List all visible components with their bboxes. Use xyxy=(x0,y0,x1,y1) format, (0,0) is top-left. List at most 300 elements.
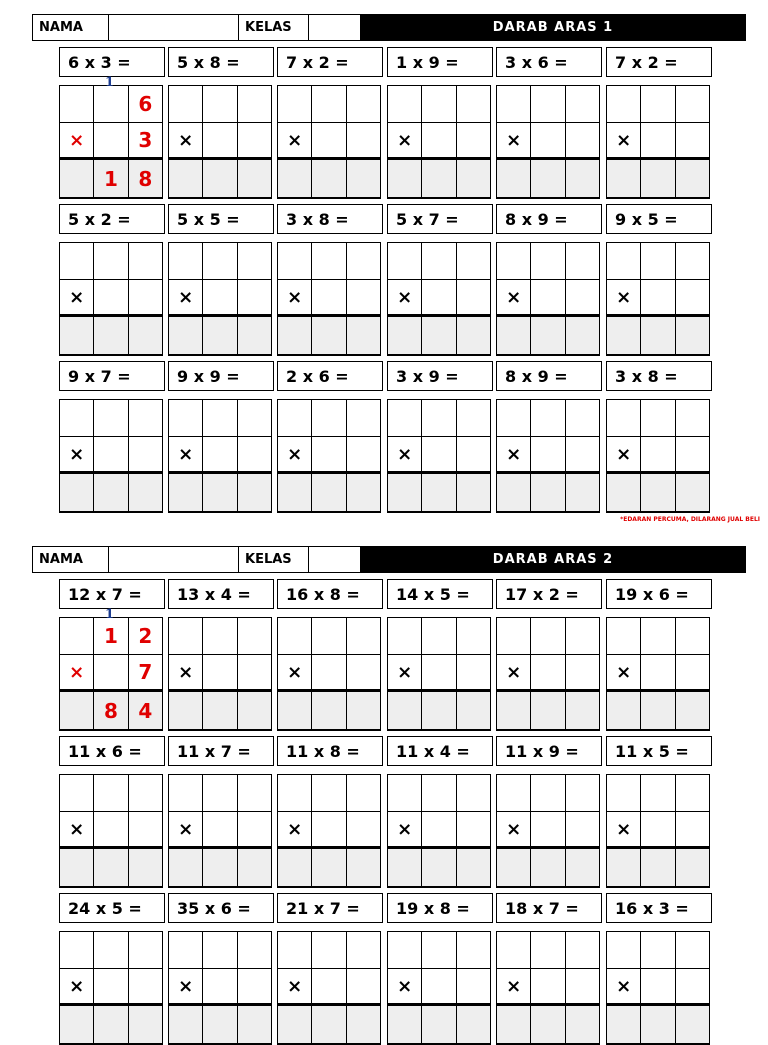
answer-cell[interactable] xyxy=(531,86,565,122)
answer-cell[interactable] xyxy=(607,1006,641,1043)
answer-cell[interactable] xyxy=(347,243,380,279)
answer-cell[interactable] xyxy=(607,692,641,729)
answer-cell[interactable] xyxy=(422,775,456,811)
answer-cell[interactable] xyxy=(60,243,94,279)
answer-cell[interactable] xyxy=(457,437,490,471)
answer-cell[interactable] xyxy=(676,969,709,1003)
answer-cell[interactable] xyxy=(312,1006,346,1043)
answer-cell[interactable] xyxy=(676,243,709,279)
answer-cell[interactable] xyxy=(641,160,675,197)
answer-cell[interactable] xyxy=(203,437,237,471)
answer-cell[interactable] xyxy=(60,86,94,122)
answer-cell[interactable] xyxy=(60,692,94,729)
answer-cell[interactable] xyxy=(278,400,312,436)
answer-cell[interactable] xyxy=(278,1006,312,1043)
answer-cell[interactable] xyxy=(94,86,128,122)
answer-cell[interactable] xyxy=(388,932,422,968)
answer-cell[interactable] xyxy=(566,618,599,654)
answer-cell[interactable] xyxy=(203,618,237,654)
answer-cell[interactable] xyxy=(457,160,490,197)
answer-cell[interactable] xyxy=(238,243,271,279)
answer-cell[interactable] xyxy=(531,849,565,886)
answer-cell[interactable] xyxy=(169,400,203,436)
answer-cell[interactable] xyxy=(676,849,709,886)
answer-cell[interactable] xyxy=(169,775,203,811)
answer-cell[interactable] xyxy=(641,437,675,471)
answer-cell[interactable] xyxy=(566,655,599,689)
answer-cell[interactable] xyxy=(641,932,675,968)
answer-cell[interactable] xyxy=(531,969,565,1003)
answer-cell[interactable]: 6 xyxy=(138,92,153,116)
answer-cell[interactable] xyxy=(312,317,346,354)
answer-cell[interactable] xyxy=(129,437,162,471)
answer-cell[interactable] xyxy=(457,123,490,157)
answer-cell[interactable] xyxy=(278,474,312,511)
answer-cell[interactable] xyxy=(497,849,531,886)
times-sign: × xyxy=(169,437,203,471)
answer-cell[interactable] xyxy=(607,932,641,968)
answer-cell[interactable] xyxy=(347,123,380,157)
answer-cell[interactable] xyxy=(312,655,346,689)
answer-cell[interactable] xyxy=(457,849,490,886)
answer-cell[interactable] xyxy=(422,812,456,846)
answer-cell[interactable] xyxy=(347,1006,380,1043)
answer-cell[interactable] xyxy=(94,437,128,471)
answer-cell[interactable] xyxy=(169,474,203,511)
answer-cell[interactable] xyxy=(129,812,162,846)
answer-cell[interactable] xyxy=(203,86,237,122)
answer-cell[interactable]: 8 xyxy=(138,166,153,191)
answer-cell[interactable] xyxy=(203,400,237,436)
answer-cell[interactable] xyxy=(422,849,456,886)
answer-cell[interactable] xyxy=(497,160,531,197)
answer-cell[interactable] xyxy=(312,86,346,122)
answer-cell[interactable] xyxy=(531,692,565,729)
answer-cell[interactable] xyxy=(312,280,346,314)
answer-cell[interactable] xyxy=(641,86,675,122)
answer-cell[interactable] xyxy=(347,474,380,511)
answer-cell[interactable]: 1 xyxy=(94,160,128,197)
answer-cell[interactable] xyxy=(238,1006,271,1043)
answer-cell[interactable] xyxy=(566,969,599,1003)
answer-cell[interactable] xyxy=(566,932,599,968)
answer-cell[interactable]: 7 xyxy=(138,660,153,684)
answer-cell[interactable] xyxy=(238,849,271,886)
answer-cell[interactable] xyxy=(457,280,490,314)
answer-cell[interactable] xyxy=(531,1006,565,1043)
answer-cell[interactable] xyxy=(94,1006,128,1043)
answer-cell[interactable] xyxy=(238,812,271,846)
answer-cell[interactable] xyxy=(312,123,346,157)
grid-row xyxy=(497,243,599,280)
answer-cell[interactable] xyxy=(422,474,456,511)
answer-cell[interactable] xyxy=(169,86,203,122)
answer-cell[interactable] xyxy=(641,969,675,1003)
answer-cell[interactable] xyxy=(312,692,346,729)
answer-cell[interactable] xyxy=(203,123,237,157)
answer-cell[interactable] xyxy=(129,243,162,279)
answer-cell[interactable] xyxy=(457,692,490,729)
answer-cell[interactable] xyxy=(312,932,346,968)
answer-cell[interactable] xyxy=(641,123,675,157)
answer-cell[interactable] xyxy=(129,775,162,811)
answer-cell[interactable] xyxy=(312,160,346,197)
answer-cell[interactable] xyxy=(676,437,709,471)
answer-cell[interactable] xyxy=(531,655,565,689)
answer-cell[interactable] xyxy=(566,437,599,471)
answer-cell[interactable] xyxy=(60,775,94,811)
answer-cell[interactable] xyxy=(312,849,346,886)
answer-cell[interactable] xyxy=(60,317,94,354)
answer-cell[interactable] xyxy=(203,655,237,689)
answer-cell[interactable] xyxy=(388,243,422,279)
answer-cell[interactable] xyxy=(531,775,565,811)
answer-cell[interactable] xyxy=(531,280,565,314)
answer-cell[interactable] xyxy=(169,243,203,279)
answer-cell[interactable] xyxy=(94,123,128,157)
answer-cell[interactable] xyxy=(641,1006,675,1043)
answer-cell[interactable] xyxy=(531,123,565,157)
answer-cell[interactable] xyxy=(676,280,709,314)
answer-cell[interactable] xyxy=(422,437,456,471)
answer-cell[interactable] xyxy=(676,317,709,354)
answer-cell[interactable] xyxy=(531,160,565,197)
answer-cell[interactable] xyxy=(457,243,490,279)
answer-cell[interactable] xyxy=(422,317,456,354)
answer-cell[interactable] xyxy=(388,160,422,197)
kelas-field[interactable] xyxy=(309,15,361,40)
answer-cell[interactable] xyxy=(312,775,346,811)
answer-cell[interactable] xyxy=(566,812,599,846)
answer-cell[interactable] xyxy=(457,775,490,811)
kelas-field[interactable] xyxy=(309,547,361,572)
answer-cell[interactable] xyxy=(566,1006,599,1043)
answer-cell[interactable] xyxy=(60,849,94,886)
answer-cell[interactable] xyxy=(457,317,490,354)
answer-cell[interactable] xyxy=(497,400,531,436)
answer-cell[interactable] xyxy=(641,280,675,314)
answer-cell[interactable] xyxy=(169,692,203,729)
answer-cell[interactable] xyxy=(497,692,531,729)
answer-cell[interactable] xyxy=(94,280,128,314)
answer-cell[interactable] xyxy=(238,400,271,436)
answer-cell[interactable] xyxy=(347,280,380,314)
answer-cell[interactable] xyxy=(94,969,128,1003)
answer-cell[interactable] xyxy=(312,812,346,846)
question-box: 12 x 7 = xyxy=(59,579,165,609)
answer-cell[interactable] xyxy=(457,400,490,436)
answer-cell[interactable] xyxy=(203,160,237,197)
answer-cell[interactable] xyxy=(238,437,271,471)
answer-cell[interactable] xyxy=(497,1006,531,1043)
answer-cell[interactable] xyxy=(641,317,675,354)
answer-cell[interactable] xyxy=(129,317,162,354)
answer-cell[interactable] xyxy=(676,932,709,968)
answer-cell[interactable] xyxy=(60,618,94,654)
answer-cell[interactable] xyxy=(531,618,565,654)
answer-cell[interactable] xyxy=(457,618,490,654)
grid-row xyxy=(497,437,599,474)
answer-cell[interactable] xyxy=(238,86,271,122)
answer-cell[interactable] xyxy=(422,160,456,197)
answer-cell[interactable] xyxy=(94,317,128,354)
answer-cell[interactable] xyxy=(388,1006,422,1043)
answer-cell[interactable] xyxy=(238,932,271,968)
answer-cell[interactable] xyxy=(566,160,599,197)
answer-cell[interactable] xyxy=(312,618,346,654)
answer-cell[interactable] xyxy=(531,437,565,471)
answer-cell[interactable] xyxy=(347,812,380,846)
answer-cell[interactable] xyxy=(497,474,531,511)
answer-cell[interactable] xyxy=(497,775,531,811)
answer-cell[interactable] xyxy=(203,474,237,511)
answer-cell[interactable]: 4 xyxy=(138,698,153,723)
answer-cell[interactable] xyxy=(676,1006,709,1043)
answer-cell[interactable] xyxy=(347,86,380,122)
answer-cell[interactable] xyxy=(347,437,380,471)
answer-cell[interactable] xyxy=(676,618,709,654)
answer-cell[interactable] xyxy=(129,474,162,511)
answer-cell[interactable] xyxy=(457,86,490,122)
answer-cell[interactable] xyxy=(129,280,162,314)
answer-cell[interactable] xyxy=(278,86,312,122)
answer-cell[interactable] xyxy=(388,618,422,654)
answer-cell[interactable] xyxy=(422,123,456,157)
answer-cell[interactable]: 2 xyxy=(138,624,153,648)
answer-cell[interactable] xyxy=(388,775,422,811)
answer-cell[interactable] xyxy=(641,775,675,811)
answer-cell[interactable] xyxy=(129,400,162,436)
answer-cell[interactable] xyxy=(238,775,271,811)
question-box: 35 x 6 = xyxy=(168,893,274,923)
answer-cell[interactable] xyxy=(238,618,271,654)
answer-cell[interactable] xyxy=(566,243,599,279)
answer-cell[interactable] xyxy=(566,123,599,157)
answer-cell[interactable] xyxy=(641,474,675,511)
answer-cell[interactable] xyxy=(60,160,94,197)
answer-cell[interactable] xyxy=(607,849,641,886)
nama-field[interactable] xyxy=(109,15,239,40)
answer-cell[interactable] xyxy=(566,849,599,886)
answer-cell[interactable] xyxy=(94,849,128,886)
answer-cell[interactable] xyxy=(457,969,490,1003)
answer-cell[interactable] xyxy=(531,317,565,354)
answer-cell[interactable] xyxy=(531,812,565,846)
answer-cell[interactable] xyxy=(203,692,237,729)
answer-cell[interactable] xyxy=(94,775,128,811)
answer-cell[interactable] xyxy=(566,317,599,354)
answer-cell[interactable] xyxy=(278,692,312,729)
answer-cell[interactable] xyxy=(238,123,271,157)
answer-cell[interactable] xyxy=(422,1006,456,1043)
answer-cell[interactable]: 1 xyxy=(94,618,128,654)
grid-row xyxy=(278,123,380,160)
answer-cell[interactable] xyxy=(531,400,565,436)
answer-cell[interactable] xyxy=(607,400,641,436)
answer-cell[interactable] xyxy=(388,400,422,436)
answer-cell[interactable] xyxy=(497,618,531,654)
answer-cell[interactable] xyxy=(203,1006,237,1043)
answer-cell[interactable] xyxy=(457,474,490,511)
answer-cell[interactable] xyxy=(607,160,641,197)
answer-cell[interactable] xyxy=(94,474,128,511)
answer-cell[interactable] xyxy=(676,160,709,197)
answer-cell[interactable] xyxy=(60,400,94,436)
answer-cell[interactable] xyxy=(347,618,380,654)
answer-cell[interactable] xyxy=(278,849,312,886)
answer-cell[interactable] xyxy=(203,812,237,846)
answer-cell[interactable] xyxy=(238,969,271,1003)
answer-cell[interactable] xyxy=(422,932,456,968)
answer-cell[interactable] xyxy=(457,812,490,846)
answer-cell[interactable] xyxy=(238,474,271,511)
answer-cell[interactable] xyxy=(566,692,599,729)
answer-cell[interactable] xyxy=(347,400,380,436)
answer-cell[interactable] xyxy=(388,849,422,886)
answer-cell[interactable] xyxy=(422,243,456,279)
answer-cell[interactable] xyxy=(457,932,490,968)
answer-cell[interactable] xyxy=(388,317,422,354)
answer-cell[interactable] xyxy=(388,692,422,729)
answer-cell[interactable] xyxy=(169,618,203,654)
answer-cell[interactable] xyxy=(347,932,380,968)
answer-cell[interactable] xyxy=(238,317,271,354)
answer-cell[interactable] xyxy=(566,400,599,436)
answer-cell[interactable] xyxy=(497,932,531,968)
answer-cell[interactable] xyxy=(169,160,203,197)
answer-cell[interactable] xyxy=(238,655,271,689)
answer-cell[interactable] xyxy=(497,243,531,279)
answer-cell[interactable] xyxy=(607,86,641,122)
answer-cell[interactable] xyxy=(203,243,237,279)
answer-cell[interactable] xyxy=(347,692,380,729)
answer-cell[interactable] xyxy=(607,775,641,811)
answer-cell[interactable] xyxy=(422,618,456,654)
answer-cell[interactable] xyxy=(60,932,94,968)
answer-cell[interactable] xyxy=(566,86,599,122)
answer-cell[interactable] xyxy=(278,932,312,968)
answer-cell[interactable] xyxy=(566,474,599,511)
answer-cell[interactable] xyxy=(457,655,490,689)
answer-cell[interactable] xyxy=(676,123,709,157)
answer-cell[interactable] xyxy=(641,618,675,654)
answer-cell[interactable] xyxy=(94,655,128,689)
answer-cell[interactable] xyxy=(347,849,380,886)
answer-cell[interactable] xyxy=(641,812,675,846)
answer-cell[interactable] xyxy=(312,243,346,279)
answer-cell[interactable] xyxy=(238,280,271,314)
answer-cell[interactable] xyxy=(388,86,422,122)
answer-cell[interactable] xyxy=(388,474,422,511)
answer-cell[interactable] xyxy=(531,243,565,279)
answer-cell[interactable] xyxy=(312,474,346,511)
answer-cell[interactable] xyxy=(203,969,237,1003)
answer-cell[interactable] xyxy=(641,400,675,436)
answer-cell[interactable] xyxy=(94,400,128,436)
answer-cell[interactable] xyxy=(238,692,271,729)
answer-cell[interactable] xyxy=(347,160,380,197)
answer-cell[interactable] xyxy=(60,474,94,511)
answer-cell[interactable]: 3 xyxy=(138,128,153,152)
answer-cell[interactable] xyxy=(641,655,675,689)
answer-cell[interactable] xyxy=(422,969,456,1003)
answer-cell[interactable] xyxy=(676,775,709,811)
answer-cell[interactable] xyxy=(203,849,237,886)
answer-cell[interactable] xyxy=(422,692,456,729)
answer-cell[interactable] xyxy=(566,775,599,811)
answer-cell[interactable] xyxy=(676,655,709,689)
answer-cell[interactable] xyxy=(676,474,709,511)
answer-cell[interactable] xyxy=(312,969,346,1003)
answer-cell[interactable] xyxy=(94,243,128,279)
answer-cell[interactable] xyxy=(676,692,709,729)
answer-cell[interactable] xyxy=(347,317,380,354)
answer-cell[interactable] xyxy=(203,775,237,811)
answer-cell[interactable] xyxy=(129,969,162,1003)
grid-row xyxy=(169,655,271,692)
answer-cell[interactable] xyxy=(641,849,675,886)
answer-cell[interactable] xyxy=(607,317,641,354)
answer-cell[interactable] xyxy=(566,280,599,314)
answer-cell[interactable] xyxy=(278,243,312,279)
answer-cell[interactable] xyxy=(497,86,531,122)
answer-cell[interactable] xyxy=(278,775,312,811)
answer-cell[interactable] xyxy=(129,1006,162,1043)
answer-cell[interactable] xyxy=(422,400,456,436)
answer-cell[interactable] xyxy=(607,474,641,511)
answer-cell[interactable] xyxy=(422,86,456,122)
answer-cell[interactable] xyxy=(676,400,709,436)
answer-cell[interactable] xyxy=(203,317,237,354)
answer-cell[interactable] xyxy=(278,317,312,354)
answer-cell[interactable] xyxy=(238,160,271,197)
answer-cell[interactable] xyxy=(676,86,709,122)
answer-cell[interactable] xyxy=(312,400,346,436)
answer-cell[interactable] xyxy=(607,243,641,279)
nama-field[interactable] xyxy=(109,547,239,572)
answer-cell[interactable] xyxy=(312,437,346,471)
answer-cell[interactable] xyxy=(60,1006,94,1043)
answer-cell[interactable] xyxy=(347,969,380,1003)
answer-cell[interactable] xyxy=(531,932,565,968)
answer-cell[interactable] xyxy=(203,932,237,968)
answer-cell[interactable] xyxy=(94,932,128,968)
grid-row xyxy=(169,437,271,474)
answer-cell[interactable] xyxy=(641,243,675,279)
answer-cell[interactable] xyxy=(457,1006,490,1043)
answer-cell[interactable] xyxy=(347,655,380,689)
answer-cell[interactable] xyxy=(497,317,531,354)
answer-cell[interactable] xyxy=(641,692,675,729)
answer-cell[interactable] xyxy=(422,280,456,314)
answer-cell[interactable] xyxy=(607,618,641,654)
answer-cell[interactable] xyxy=(531,474,565,511)
answer-cell[interactable] xyxy=(169,317,203,354)
answer-cell[interactable] xyxy=(676,812,709,846)
answer-cell[interactable] xyxy=(422,655,456,689)
answer-cell[interactable] xyxy=(347,775,380,811)
answer-cell[interactable] xyxy=(203,280,237,314)
answer-cell[interactable] xyxy=(94,812,128,846)
answer-cell[interactable] xyxy=(129,932,162,968)
answer-cell[interactable] xyxy=(169,849,203,886)
answer-cell[interactable] xyxy=(278,160,312,197)
answer-cell[interactable] xyxy=(278,618,312,654)
answer-cell[interactable] xyxy=(169,932,203,968)
answer-cell[interactable] xyxy=(169,1006,203,1043)
answer-cell[interactable]: 8 xyxy=(94,692,128,729)
answer-cell[interactable] xyxy=(129,849,162,886)
